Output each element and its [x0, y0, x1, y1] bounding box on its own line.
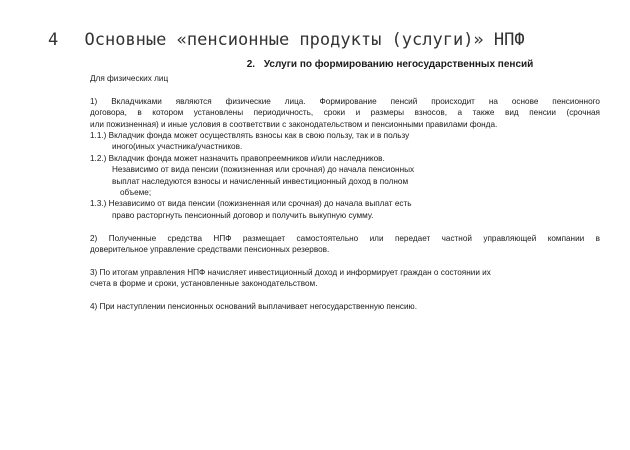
item-1-2-line-4: объеме; — [120, 188, 152, 198]
subsection-heading — [180, 58, 600, 72]
paragraph-4: 4) При наступлении пенсионных оснований выплачивает негосударственную пенсию. — [90, 302, 417, 312]
item-1-3-line-2: право расторгнуть пенсионный договор и получить выкупную сумму. — [112, 210, 374, 220]
slide-title: Основные «пенсионные продукты (услуги)» НПФ — [84, 30, 525, 50]
paragraph-1-line-1: 1) Вкладчиками являются физические лица. Формирование пенсий происходит на основе пенсионного — [90, 96, 600, 106]
audience-label: Для физических лиц — [90, 74, 169, 83]
subsection-title: Услуги по формированию негосударственных пенсий — [263, 59, 534, 70]
item-1-3-line-1: 1.3.) Независимо от вида пенсии (пожизненная или срочная) до начала выплат есть — [90, 199, 412, 209]
subsection-number: 2. — [246, 59, 256, 70]
item-1-1-line-2: иного(иных участника/участников. — [112, 142, 243, 152]
spacer — [90, 84, 600, 95]
slide-header — [48, 30, 525, 50]
paragraph-2-line-2: доверительное управление средствами пенсионных резервов. — [90, 245, 330, 255]
paragraph-2-line-1: 2) Полученные средства НПФ размещает самостоятельно или передает частной управляющей компании в — [90, 233, 600, 243]
slide-content — [90, 58, 600, 312]
section-number: 4 — [48, 30, 59, 50]
spacer — [90, 255, 600, 266]
spacer — [90, 221, 600, 232]
item-1-1-line-1: 1.1.) Вкладчик фонда может осуществлять взносы как в свою пользу, так и в пользу — [90, 131, 410, 141]
item-1-2-line-2: Независимо от вида пенсии (пожизненная или срочная) до начала пенсионных — [112, 165, 415, 175]
item-1-2-line-3: выплат наследуются взносы и начисленный инвестиционный доход в полном — [112, 176, 409, 186]
paragraph-3-line-2: счета в форме и сроки, установленные законодательством. — [90, 279, 318, 289]
spacer — [90, 290, 600, 301]
paragraph-1-line-3: или пожизненная) и иные условия в соответствии с законодательством и пенсионными правилами фонда. — [90, 119, 498, 129]
item-1-2-line-1: 1.2.) Вкладчик фонда может назначить правопреемников и/или наследников. — [90, 153, 385, 163]
paragraph-3-line-1: 3) По итогам управления НПФ начисляет инвестиционный доход и информирует граждан о состоянии их — [90, 267, 491, 277]
paragraph-1-line-2: договора, в котором установлены периодичность, сроки и размеры взносов, а также вид пенсии (срочная — [90, 108, 600, 118]
